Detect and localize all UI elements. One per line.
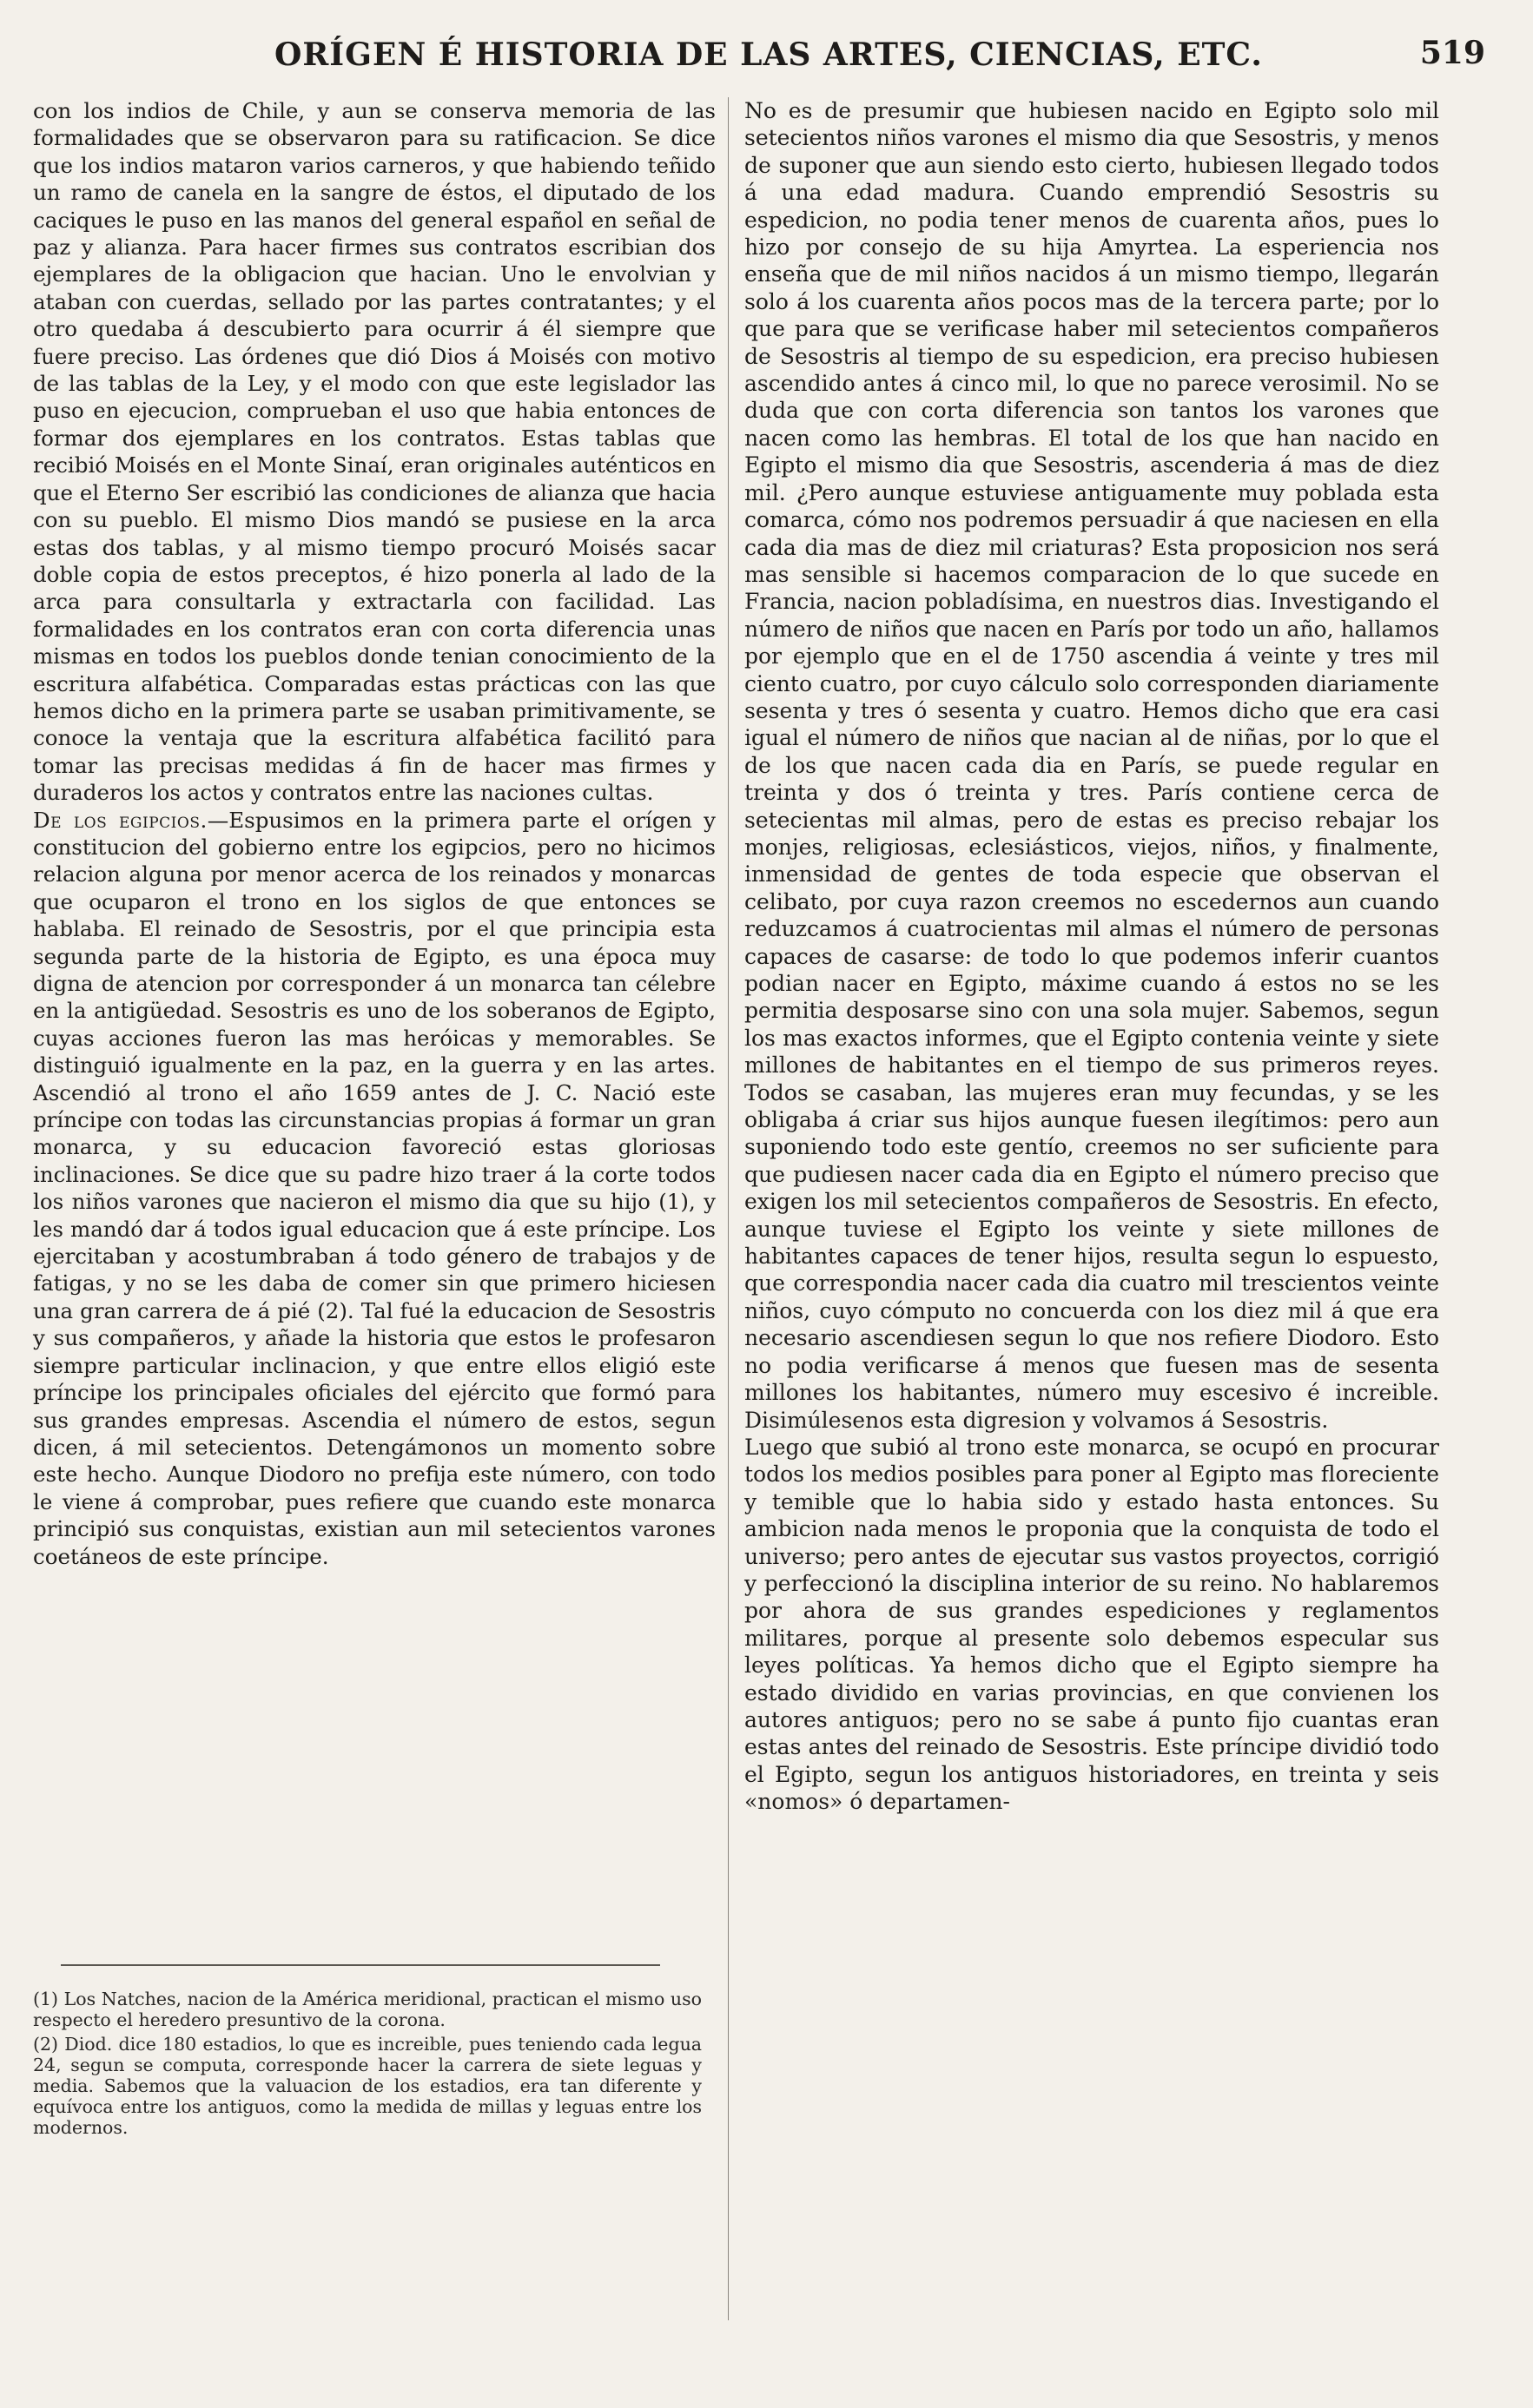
column-divider xyxy=(728,97,729,2320)
left-paragraph-2-text: —Espusimos en la primera parte el orígen y constitucion del gobierno entre los egipcios, pero no hicimos relacion alguna por menor acerca de los reinados y monarcas que ocuparon el trono en los siglos de que entonces se hablaba. El reinado de Sesostris, por el que principia esta segunda parte de la historia de Egipto, es una época muy digna de atencion por corresponder á un monarca tan célebre en la antigüedad. Sesostris es uno de los soberanos de Egipto, cuyas acciones fueron las mas heróicas y memorables. Se distinguió igualmente en la paz, en la guerra y en las artes. Ascendió al trono el año 1659 antes de J. C. Nació este príncipe con todas las circunstancias propias á formar un gran monarca, y su educacion favoreció estas gloriosas inclinaciones. Se dice que su padre hizo traer á la corte todos los niños varones que nacieron el mismo dia que su hijo (1), y les mandó dar á todos igual educacion que á este príncipe. Los ejercitaban y acostumbraban á todo género de trabajos y de fatigas, y no se les daba de comer sin que primero hiciesen una gran carrera de á pié (2). Tal fué la educacion de Sesostris y sus compañeros, y añade la historia que estos le profesaron siempre particular inclinacion, y que entre ellos eligió este príncipe los principales oficiales del ejército que formó para sus grandes empresas. Ascendia el número de estos, segun dicen, á mil setecientos. Detengámonos un momento sobre este hecho. Aunque Diodoro no prefija este número, con todo le viene á comprobar, pues refiere que cuando este monarca principió sus conquistas, existian aun mil setecientos varones coetáneos de este príncipe. xyxy=(33,807,716,1569)
right-column xyxy=(744,97,1439,1816)
left-paragraph-2 xyxy=(33,807,716,1570)
footnote-1: (1) Los Natches, nacion de la América meridional, practican el mismo uso respecto el heredero presuntivo de la corona. xyxy=(33,1989,702,2030)
footnote-2: (2) Diod. dice 180 estadios, lo que es increible, pues teniendo cada legua 24, segun se computa, corresponde hacer la carrera de siete leguas y media. Sabemos que la valuacion de los estadios, era tan diferente y equívoca entre los antiguos, como la medida de millas y leguas entre los modernos. xyxy=(33,2034,702,2138)
section-heading-egipcios: De los egipcios. xyxy=(33,807,208,833)
footnote-rule xyxy=(61,1964,660,1966)
footnotes xyxy=(33,1989,702,2141)
running-title: ORÍGEN É HISTORIA DE LAS ARTES, CIENCIAS, ETC. xyxy=(274,36,1263,73)
page-header xyxy=(35,31,1503,83)
right-paragraph-1: No es de presumir que hubiesen nacido en Egipto solo mil setecientos niños varones el mismo dia que Sesostris, y menos de suponer que aun siendo esto cierto, hubiesen llegado todos á una edad madura. Cuando emprendió Sesostris su espedicion, no podia tener menos de cuarenta años, pues lo hizo por consejo de su hija Amyrtea. La esperiencia nos enseña que de mil niños nacidos á un mismo tiempo, llegarán solo á los cuarenta años pocos mas de la tercera parte; por lo que para que se verificase haber mil setecientos compañeros de Sesostris al tiempo de su espedicion, era preciso hubiesen ascendido antes á cinco mil, lo que no parece verosimil. No se duda que con corta diferencia son tantos los varones que nacen como las hembras. El total de los que han nacido en Egipto el mismo dia que Sesostris, ascenderia á mas de diez mil. ¿Pero aunque estuviese antiguamente muy poblada esta comarca, cómo nos podremos persuadir á que naciesen en ella cada dia mas de diez mil criaturas? Esta proposicion nos será mas sensible si hacemos comparacion de lo que sucede en Francia, nacion pobladísima, en nuestros dias. Investigando el número de niños que nacen en París por todo un año, hallamos por ejemplo que en el de 1750 ascendia á veinte y tres mil ciento cuatro, por cuyo cálculo solo corresponden diariamente sesenta y tres ó sesenta y cuatro. Hemos dicho que era casi igual el número de niños que nacian al de niñas, por lo que el de los que nacen cada dia en París, se puede regular en treinta y dos ó treinta y tres. París contiene cerca de setecientas mil almas, pero de estas es preciso rebajar los monjes, religiosas, eclesiásticos, viejos, niños, y finalmente, inmensidad de gentes de toda especie que observan el celibato, por cuya razon creemos no escedernos aun cuando reduzcamos á cuatrocientas mil almas el número de personas capaces de casarse: de todo lo que podemos inferir cuantos podian nacer en Egipto, máxime cuando á estos no se les permitia desposarse sino con una sola mujer. Sabemos, segun los mas exactos informes, que el Egipto contenia veinte y siete millones de habitantes en el tiempo de sus primeros reyes. Todos se casaban, las mujeres eran muy fecundas, y se les obligaba á criar sus hijos aunque fuesen ilegítimos: pero aun suponiendo todo este gentío, creemos no ser suficiente para que pudiesen nacer cada dia en Egipto el número preciso que exigen los mil setecientos compañeros de Sesostris. En efecto, aunque tuviese el Egipto los veinte y siete millones de habitantes capaces de tener hijos, resulta segun lo espuesto, que correspondia nacer cada dia cuatro mil trescientos veinte niños, cuyo cómputo no concuerda con los diez mil á que era necesario ascendiesen segun lo que nos refiere Diodoro. Esto no podia verificarse á menos que fuesen mas de sesenta millones los habitantes, número muy escesivo é increible. Disimúlesenos esta digresion y volvamos á Sesostris. xyxy=(744,98,1439,1433)
page-number: 519 xyxy=(1419,35,1485,71)
left-paragraph-1: con los indios de Chile, y aun se conserva memoria de las formalidades que se observaron para su ratificacion. Se dice que los indios mataron varios carneros, y que habiendo teñido un ramo de canela en la sangre de éstos, el diputado de los caciques le puso en las manos del general español en señal de paz y alianza. Para hacer firmes sus contratos escribian dos ejemplares de la obligacion que hacian. Uno le envolvian y ataban con cuerdas, sellado por las partes contratantes; y el otro quedaba á descubierto para ocurrir á él siempre que fuere preciso. Las órdenes que dió Dios á Moisés con motivo de las tablas de la Ley, y el modo con que este legislador las puso en ejecucion, comprueban el uso que habia entonces de formar dos ejemplares en los contratos. Estas tablas que recibió Moisés en el Monte Sinaí, eran originales auténticos en que el Eterno Ser escribió las condiciones de alianza que hacia con su pueblo. El mismo Dios mandó se pusiese en la arca estas dos tablas, y al mismo tiempo procuró Moisés sacar doble copia de estos preceptos, é hizo ponerla al lado de la arca para consultarla y extractarla con facilidad. Las formalidades en los contratos eran con corta diferencia unas mismas en todos los pueblos donde tenian conocimiento de la escritura alfabética. Comparadas estas prácticas con las que hemos dicho en la primera parte se usaban primitivamente, se conoce la ventaja que la escritura alfabética facilitó para tomar las precisas medidas á fin de hacer mas firmes y duraderos los actos y contratos entre las naciones cultas. xyxy=(33,98,716,806)
right-paragraph-2: Luego que subió al trono este monarca, se ocupó en procurar todos los medios posibles para poner al Egipto mas floreciente y temible que lo habia sido y estado hasta entonces. Su ambicion nada menos le proponia que la conquista de todo el universo; pero antes de ejecutar sus vastos proyectos, corrigió y perfeccionó la disciplina interior de su reino. No hablaremos por ahora de sus grandes espediciones y reglamentos militares, porque al presente solo debemos especular sus leyes políticas. Ya hemos dicho que el Egipto siempre ha estado dividido en varias provincias, en que convienen los autores antiguos; pero no se sabe á punto fijo cuantas eran estas antes del reinado de Sesostris. Este príncipe dividió todo el Egipto, segun los antiguos historiadores, en treinta y seis «nomos» ó departamen- xyxy=(744,1434,1439,1815)
left-column xyxy=(33,97,716,1570)
